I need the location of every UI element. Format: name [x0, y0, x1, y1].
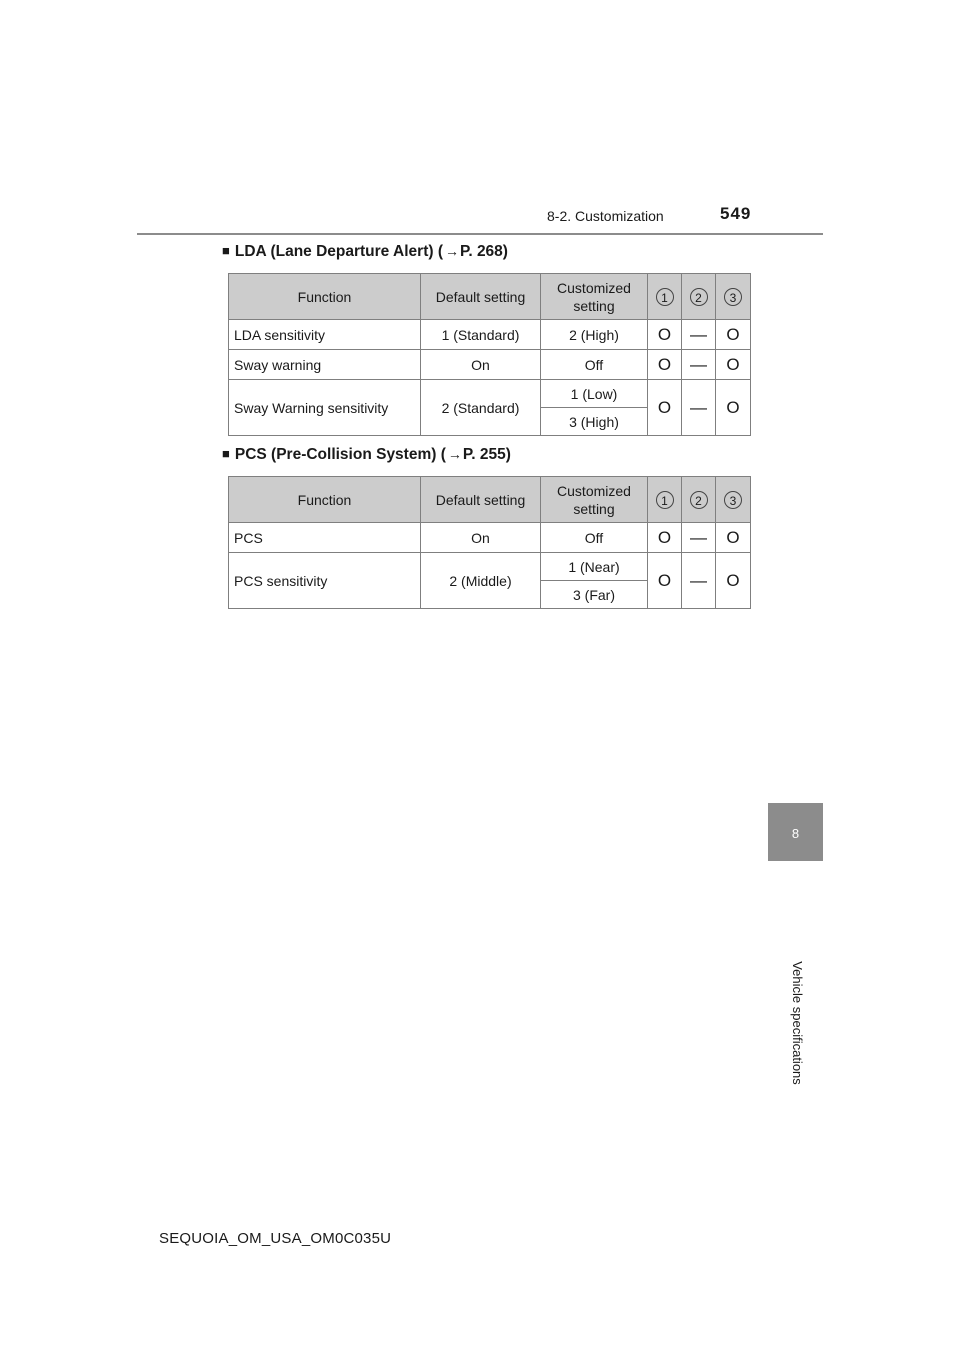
table-row: [229, 523, 751, 553]
header-default-setting: Default setting: [421, 274, 541, 320]
circled-number-3-icon: 3: [724, 288, 742, 306]
lda-settings-table: [228, 273, 751, 436]
section-title-text: PCS (Pre-Collision System) (: [234, 446, 446, 463]
cell-mark-2: —: [682, 553, 716, 609]
circled-number-1-icon: 1: [656, 491, 674, 509]
cell-function: Sway warning: [229, 350, 421, 380]
cell-customized: 1 (Low): [541, 380, 648, 408]
circled-number-1-icon: 1: [656, 288, 674, 306]
arrow-right-icon: →: [447, 446, 462, 462]
circled-number-2-icon: 2: [690, 491, 708, 509]
chapter-label-text: Vehicle specifications: [790, 961, 805, 1085]
cell-mark-1: O: [648, 380, 682, 436]
cell-mark-2: —: [682, 523, 716, 553]
square-bullet-icon: ■: [222, 243, 230, 258]
cell-default: 1 (Standard): [421, 320, 541, 350]
cell-customized: 1 (Near): [541, 553, 648, 581]
table-row: [229, 553, 751, 581]
cell-customized: 2 (High): [541, 320, 648, 350]
cell-default: 2 (Middle): [421, 553, 541, 609]
cell-mark-3: O: [716, 523, 751, 553]
header-default-setting: Default setting: [421, 477, 541, 523]
table-row: [229, 380, 751, 408]
cell-mark-1: O: [648, 350, 682, 380]
header-function: Function: [229, 477, 421, 523]
header-section-title: 8-2. Customization: [547, 208, 664, 224]
arrow-right-icon: →: [444, 243, 459, 259]
chapter-number: 8: [791, 826, 800, 841]
chapter-label: [785, 961, 805, 1085]
document-code-footer: SEQUOIA_OM_USA_OM0C035U: [159, 1230, 392, 1247]
square-bullet-icon: ■: [222, 446, 230, 461]
header-col-3: [716, 477, 751, 523]
cell-function: Sway Warning sensitivity: [229, 380, 421, 436]
cell-customized: Off: [541, 523, 648, 553]
header-col-2: [682, 274, 716, 320]
header-col-3: [716, 274, 751, 320]
circled-number-3-icon: 3: [724, 491, 742, 509]
cell-mark-3: O: [716, 320, 751, 350]
cell-customized: 3 (High): [541, 408, 648, 436]
circled-number-2-icon: 2: [690, 288, 708, 306]
cell-mark-3: O: [716, 553, 751, 609]
cell-function: PCS: [229, 523, 421, 553]
page-reference-link[interactable]: P. 255): [462, 446, 511, 463]
table-header-row: [229, 477, 751, 523]
header-col-1: [648, 274, 682, 320]
cell-mark-3: O: [716, 350, 751, 380]
header-divider: [137, 233, 823, 235]
cell-function: LDA sensitivity: [229, 320, 421, 350]
cell-customized: 3 (Far): [541, 581, 648, 609]
cell-mark-1: O: [648, 553, 682, 609]
cell-mark-2: —: [682, 320, 716, 350]
cell-default: 2 (Standard): [421, 380, 541, 436]
section-title-pcs: [222, 446, 511, 464]
cell-mark-2: —: [682, 350, 716, 380]
header-function: Function: [229, 274, 421, 320]
header-col-1: [648, 477, 682, 523]
header-customized-setting: Customized setting: [541, 274, 648, 320]
table-header-row: [229, 274, 751, 320]
header-col-2: [682, 477, 716, 523]
cell-default: On: [421, 350, 541, 380]
chapter-tab[interactable]: [768, 803, 823, 861]
table-row: [229, 320, 751, 350]
table-row: [229, 350, 751, 380]
cell-function: PCS sensitivity: [229, 553, 421, 609]
cell-mark-2: —: [682, 380, 716, 436]
cell-mark-3: O: [716, 380, 751, 436]
cell-default: On: [421, 523, 541, 553]
section-title-lda: [222, 243, 508, 261]
cell-customized: Off: [541, 350, 648, 380]
page-reference-link[interactable]: P. 268): [459, 243, 508, 260]
pcs-settings-table: [228, 476, 751, 609]
cell-mark-1: O: [648, 320, 682, 350]
cell-mark-1: O: [648, 523, 682, 553]
section-title-text: LDA (Lane Departure Alert) (: [234, 243, 443, 260]
header-customized-setting: Customized setting: [541, 477, 648, 523]
page-number: 549: [720, 204, 752, 223]
